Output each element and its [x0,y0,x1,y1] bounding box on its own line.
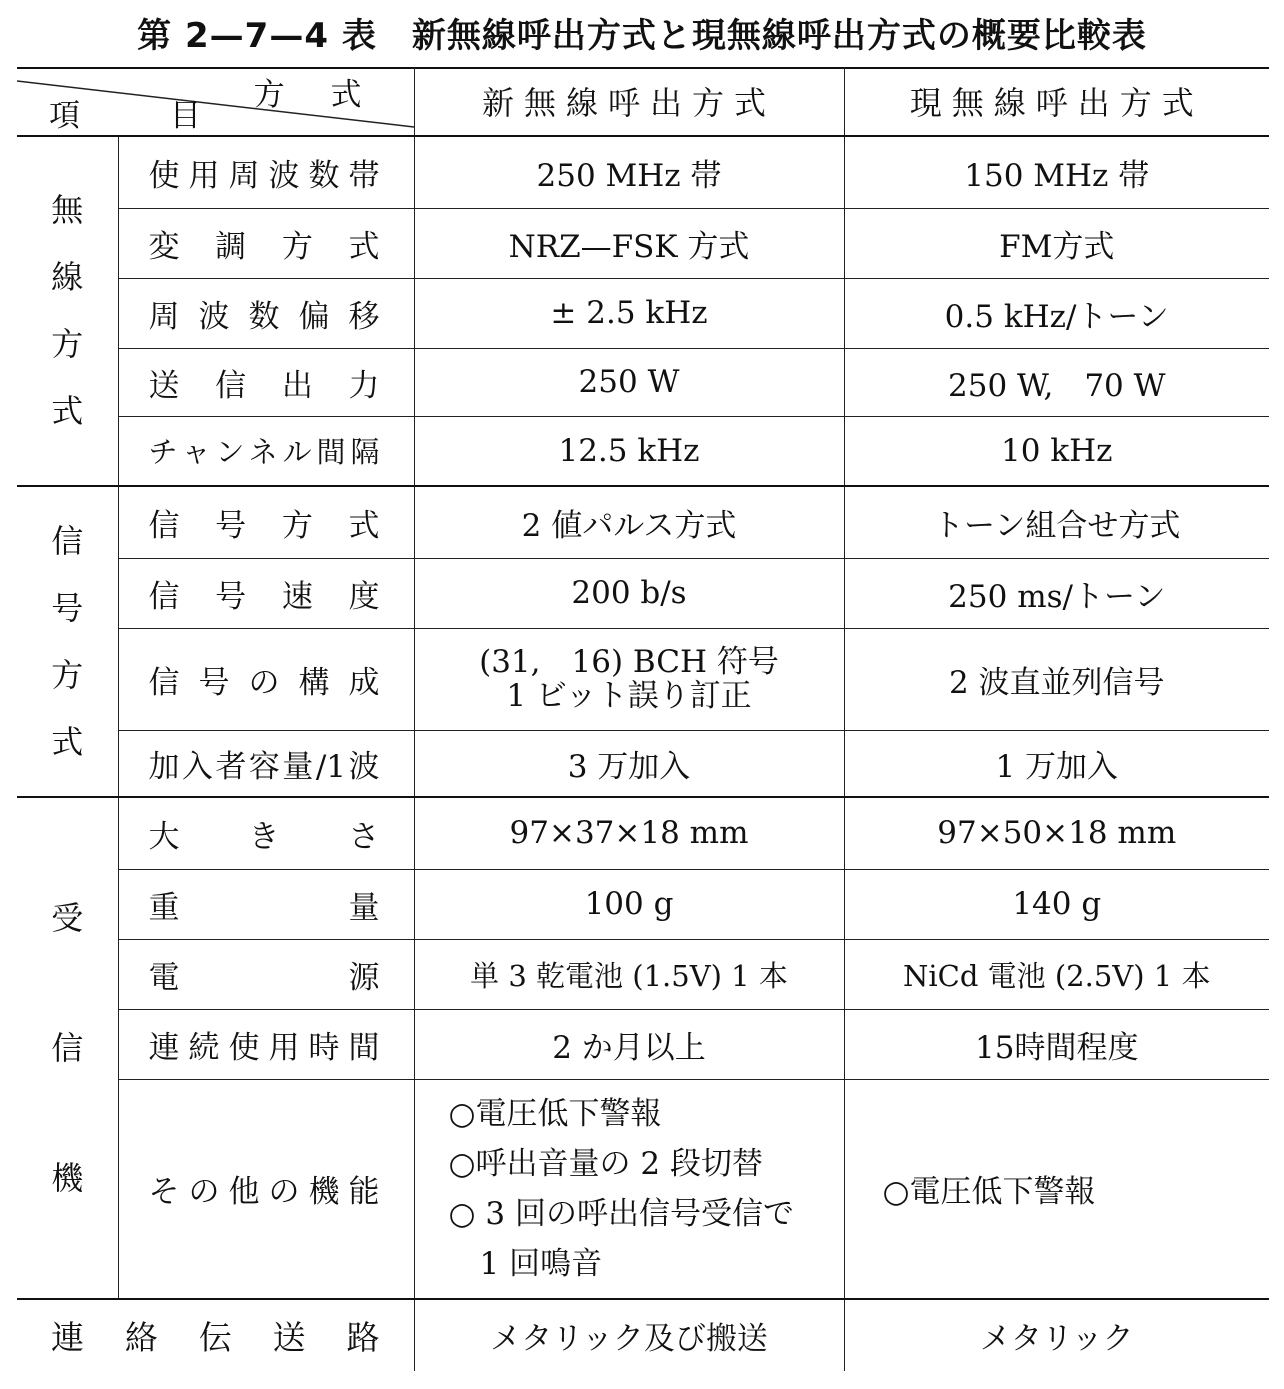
table-row [17,278,1269,348]
category-signal: 信号方式 [17,486,118,797]
current-value: 15時間程度 [844,1009,1269,1079]
new-value: 3 万加入 [414,730,844,797]
new-value: ± 2.5 kHz [414,278,844,348]
table-row [17,136,1269,208]
new-value-list [414,1079,844,1299]
item-label: 加入者容量/1波 [118,730,414,797]
current-value: 1 万加入 [844,730,1269,797]
current-value: トーン組合せ方式 [844,486,1269,558]
table-row [17,797,1269,869]
new-value: 2 か月以上 [414,1009,844,1079]
item-label: 重量 [118,869,414,939]
new-value: 2 値パルス方式 [414,486,844,558]
current-value: 97×50×18 mm [844,797,1269,869]
feature-item: 1 回鳴音 [448,1245,603,1282]
header-diagonal-cell [17,67,414,136]
new-value: 97×37×18 mm [414,797,844,869]
feature-item: ○呼出音量の 2 段切替 [448,1145,763,1182]
category-receiver: 受信機 [17,797,118,1299]
new-value: 12.5 kHz [414,416,844,486]
item-label: 信号の構成 [118,628,414,730]
table-row [17,416,1269,486]
item-label: その他の機能 [118,1079,414,1299]
feature-item: ○ 3 回の呼出信号受信で [448,1195,794,1232]
new-value [414,628,844,730]
header-method-label: 方 式 [253,77,380,113]
new-value-line: 1 ビット誤り訂正 [506,677,752,714]
current-value: 2 波直並列信号 [844,628,1269,730]
category-radio: 無線方式 [17,136,118,486]
table-row [17,1079,1269,1299]
table-row [17,939,1269,1009]
new-value: 単 3 乾電池 (1.5V) 1 本 [414,939,844,1009]
table-row [17,1009,1269,1079]
current-value: メタリック [979,1321,1134,1357]
item-label: 電源 [118,939,414,1009]
table-row [17,869,1269,939]
item-label: 連続使用時間 [118,1009,414,1079]
new-value: 250 W [414,348,844,416]
header-item-label: 項 目 [49,98,241,134]
new-value: メタリック及び搬送 [414,1299,844,1371]
item-label: 信号速度 [118,558,414,628]
item-label: 送信出力 [118,348,414,416]
item-label: 変調方式 [118,208,414,278]
new-value: NRZ—FSK 方式 [414,208,844,278]
new-value-line: (31, 16) BCH 符号 [479,643,779,680]
table-title: 第 2—7—4 表 新無線呼出方式と現無線呼出方式の概要比較表 [137,16,1147,56]
current-value: 0.5 kHz/トーン [844,278,1269,348]
table-row [17,486,1269,558]
feature-item: ○電圧低下警報 [448,1095,662,1132]
table-row [17,208,1269,278]
new-value: 250 MHz 帯 [414,136,844,208]
header-new-method: 新無線呼出方式 [414,67,844,136]
header-current-method: 現無線呼出方式 [844,67,1269,136]
table-row [17,348,1269,416]
item-label: 使用周波数帯 [118,136,414,208]
current-value: 250 W, 70 W [844,348,1269,416]
comparison-table [17,67,1269,1371]
current-value: ○電圧低下警報 [844,1079,1269,1299]
current-value: 250 ms/トーン [844,558,1269,628]
item-label: 連絡伝送路 [17,1299,414,1371]
table-row [17,730,1269,797]
item-label: チャンネル間隔 [118,416,414,486]
table-row [17,1299,1269,1371]
current-value: 150 MHz 帯 [844,136,1269,208]
new-value: 200 b/s [414,558,844,628]
new-value: 100 g [414,869,844,939]
current-value: FM方式 [844,208,1269,278]
header-row [17,67,1269,136]
current-value: 140 g [844,869,1269,939]
table-row [17,558,1269,628]
item-label: 周波数偏移 [118,278,414,348]
current-value: 10 kHz [844,416,1269,486]
item-label: 大きさ [118,797,414,869]
current-value: NiCd 電池 (2.5V) 1 本 [844,939,1269,1009]
item-label: 信号方式 [118,486,414,558]
table-row [17,628,1269,730]
